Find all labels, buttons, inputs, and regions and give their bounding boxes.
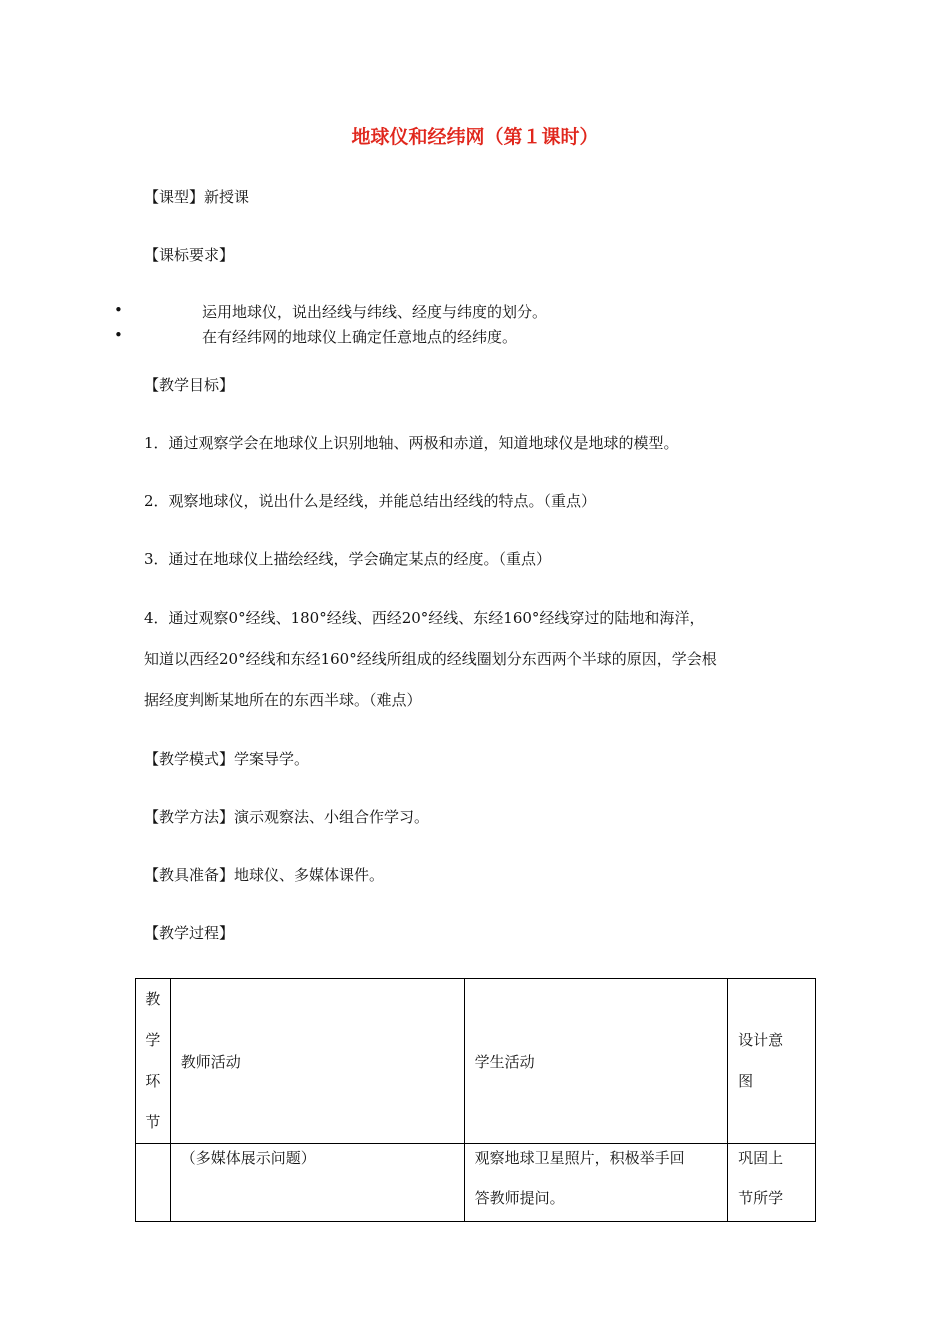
design-intent-cell: [728, 1144, 816, 1222]
objective-item-continuation: 知道以西经20°经线和东经160°经线所组成的经线圈划分东西两个半球的原因，学会根: [144, 650, 717, 668]
stage-header-char: 环: [145, 1072, 161, 1090]
design-header-line: 图: [738, 1072, 754, 1090]
process-table: [135, 978, 816, 1222]
bullet-icon: •: [114, 326, 123, 344]
student-header-cell: [464, 979, 728, 1144]
standard-item: 运用地球仪，说出经线与纬线、经度与纬度的划分。: [202, 303, 548, 321]
objective-item: 1．通过观察学会在地球仪上识别地轴、两极和赤道，知道地球仪是地球的模型。: [144, 434, 679, 452]
objective-item: 3．通过在地球仪上描绘经线，学会确定某点的经度。（重点）: [144, 550, 552, 568]
teacher-header-cell: [170, 979, 464, 1144]
stage-header-cell: [136, 979, 171, 1144]
student-header-label: 学生活动: [474, 1052, 535, 1071]
design-intent-line: 节所学: [738, 1189, 784, 1207]
process-heading: 【教学过程】: [144, 924, 235, 942]
table-row: [136, 1144, 816, 1222]
document-title: 地球仪和经纬网（第１课时）: [351, 126, 599, 148]
objective-item: 2．观察地球仪，说出什么是经线，并能总结出经线的特点。（重点）: [144, 492, 597, 510]
objectives-heading: 【教学目标】: [144, 376, 235, 394]
student-activity-line: 观察地球卫星照片，积极举手回: [474, 1149, 685, 1167]
teaching-mode: 【教学模式】学案导学。: [144, 750, 310, 768]
teacher-header-label: 教师活动: [180, 1052, 241, 1071]
course-type: 【课型】新授课: [144, 188, 250, 206]
teaching-method: 【教学方法】演示观察法、小组合作学习。: [144, 808, 430, 826]
standard-item: 在有经纬网的地球仪上确定任意地点的经纬度。: [202, 328, 518, 346]
teacher-activity-cell: [170, 1144, 464, 1222]
objective-item: 4．通过观察0°经线、180°经线、西经20°经线、东经160°经线穿过的陆地和海洋，: [144, 609, 705, 627]
standards-heading: 【课标要求】: [144, 246, 235, 264]
teacher-activity-text: （多媒体展示问题）: [180, 1149, 316, 1167]
stage-header-char: 学: [145, 1031, 161, 1049]
student-activity-line: 答教师提问。: [474, 1189, 565, 1207]
student-activity-cell: [464, 1144, 728, 1222]
design-intent-line: 巩固上: [738, 1149, 784, 1167]
teaching-tools: 【教具准备】地球仪、多媒体课件。: [144, 866, 385, 884]
stage-header-char: 节: [145, 1113, 161, 1131]
stage-header-char: 教: [145, 990, 161, 1008]
objective-item-continuation: 据经度判断某地所在的东西半球。（难点）: [144, 691, 422, 709]
stage-cell: [136, 1144, 171, 1222]
table-header-row: [136, 979, 816, 1144]
design-header-line: 设计意: [738, 1031, 784, 1049]
bullet-icon: •: [114, 301, 123, 319]
design-header-cell: [728, 979, 816, 1144]
